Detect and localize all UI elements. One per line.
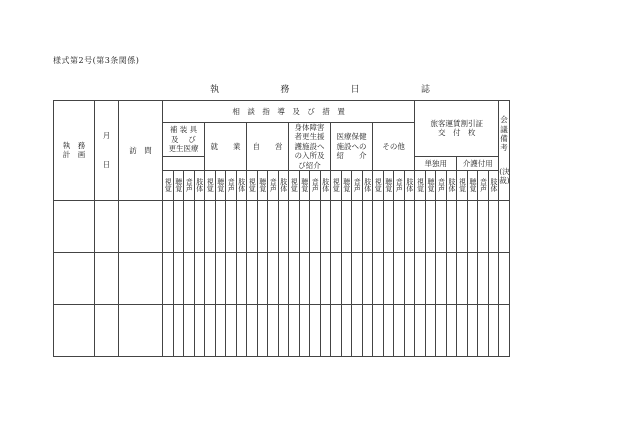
fare-header-line: 交 付 枚 <box>438 128 476 138</box>
sub-label-cell: 聴覚 <box>341 170 352 200</box>
sub-label-cell: 視覚 <box>247 170 258 200</box>
sub-label-cell: 音声 <box>394 170 405 200</box>
duty-log-table <box>53 100 601 357</box>
sub-label-cell: 肢体 <box>194 170 205 200</box>
entry-cell[interactable] <box>54 200 95 252</box>
entry-cell[interactable] <box>119 200 163 252</box>
entry-cell[interactable] <box>95 252 119 304</box>
facility-line: の入所及 <box>294 151 325 161</box>
with-caregiver-header: 介護付用 <box>457 156 499 170</box>
employment-header: 就 業 <box>205 123 247 171</box>
title-char: 執 <box>210 85 220 95</box>
fare-header-line: 旅客運賃割引証 <box>430 118 483 128</box>
sub-label-cell: 視覚 <box>415 170 426 200</box>
entry-cell[interactable] <box>54 252 95 304</box>
form-number: 様式第2号(第3条関係) <box>53 56 140 65</box>
day-label: 日 <box>102 160 111 170</box>
entry-cell[interactable] <box>95 200 119 252</box>
sub-label-cell: 聴覚 <box>173 170 184 200</box>
visit-header: 訪 問 <box>119 101 163 201</box>
sub-label-cell: 肢体 <box>446 170 457 200</box>
entry-cell[interactable] <box>119 304 163 356</box>
equipment-line: 更生医療 <box>168 143 199 153</box>
sub-label-cell: 視覚 <box>289 170 300 200</box>
sub-label-cell: 肢体 <box>320 170 331 200</box>
staff-header-line: 執 務 <box>62 141 86 151</box>
sub-label-cell: 視覚 <box>163 170 174 200</box>
sub-label-cell: 肢体 <box>404 170 415 200</box>
sub-label-cell: 聴覚 <box>425 170 436 200</box>
sub-label-cell: 肢体 <box>278 170 289 200</box>
facility-line: 身体障害 <box>294 123 325 132</box>
entry-cell[interactable] <box>499 200 510 252</box>
facility-line: 者更生援 <box>294 132 325 142</box>
medical-line: 紹 介 <box>336 151 367 161</box>
sub-label-cell: 聴覚 <box>383 170 394 200</box>
sub-label-cell: 音声 <box>268 170 279 200</box>
title-char: 務 <box>280 85 290 95</box>
entry-cell[interactable] <box>499 252 510 304</box>
equipment-line: 補 装 具 <box>169 125 198 135</box>
document-title <box>210 82 430 95</box>
equipment-header-cont <box>163 156 205 170</box>
staff-plan-header <box>54 101 95 201</box>
title-char: 日 <box>350 85 360 95</box>
facility-line: び紹介 <box>298 160 321 170</box>
sub-label-cell: 視覚 <box>373 170 384 200</box>
fare-group-header <box>415 101 499 157</box>
sub-label-cell: 肢体 <box>236 170 247 200</box>
entry-cell[interactable] <box>499 304 510 356</box>
approval-label: (決 裁) <box>499 166 518 186</box>
sub-label-cell: 音声 <box>478 170 489 200</box>
sub-label-cell: 聴覚 <box>257 170 268 200</box>
entry-row <box>54 304 601 356</box>
medical-line: 医療保健 <box>336 132 367 142</box>
meeting-label: 会議備考 <box>500 115 508 153</box>
entry-cell[interactable] <box>95 304 119 356</box>
entry-row <box>54 200 601 252</box>
entry-row <box>54 252 601 304</box>
sub-label-cell: 音声 <box>226 170 237 200</box>
sub-label-cell: 視覚 <box>331 170 342 200</box>
solo-header: 単独用 <box>415 156 457 170</box>
sub-label-cell: 音声 <box>352 170 363 200</box>
facility-line: 護施設へ <box>294 141 325 151</box>
self-employed-header: 自 営 <box>247 123 289 171</box>
sub-label-cell: 視覚 <box>205 170 216 200</box>
meeting-notes-header <box>499 101 518 201</box>
sub-label-cell: 視覚 <box>457 170 468 200</box>
other-header: その他 <box>373 123 415 171</box>
medical-line: 施設への <box>336 141 367 151</box>
sub-label-cell: 音声 <box>184 170 195 200</box>
sub-label-cell: 聴覚 <box>467 170 478 200</box>
title-char: 誌 <box>420 85 430 95</box>
sub-label-cell: 聴覚 <box>299 170 310 200</box>
equipment-line: 及 び <box>171 134 196 144</box>
entry-cell[interactable] <box>54 304 95 356</box>
sub-label-cell: 肢体 <box>488 170 499 200</box>
equipment-header <box>163 123 205 157</box>
consult-group-header: 相 談 指 導 及 び 措 置 <box>163 101 415 123</box>
month-label: 月 <box>102 131 111 141</box>
staff-header-line: 計 画 <box>62 150 86 160</box>
facility-referral-header <box>289 123 331 171</box>
medical-referral-header <box>331 123 373 171</box>
sub-label-cell: 音声 <box>436 170 447 200</box>
sub-label-cell: 音声 <box>310 170 321 200</box>
entry-cell[interactable] <box>119 252 163 304</box>
sub-label-cell: 肢体 <box>362 170 373 200</box>
sub-label-cell: 聴覚 <box>215 170 226 200</box>
month-day-header <box>95 101 119 201</box>
